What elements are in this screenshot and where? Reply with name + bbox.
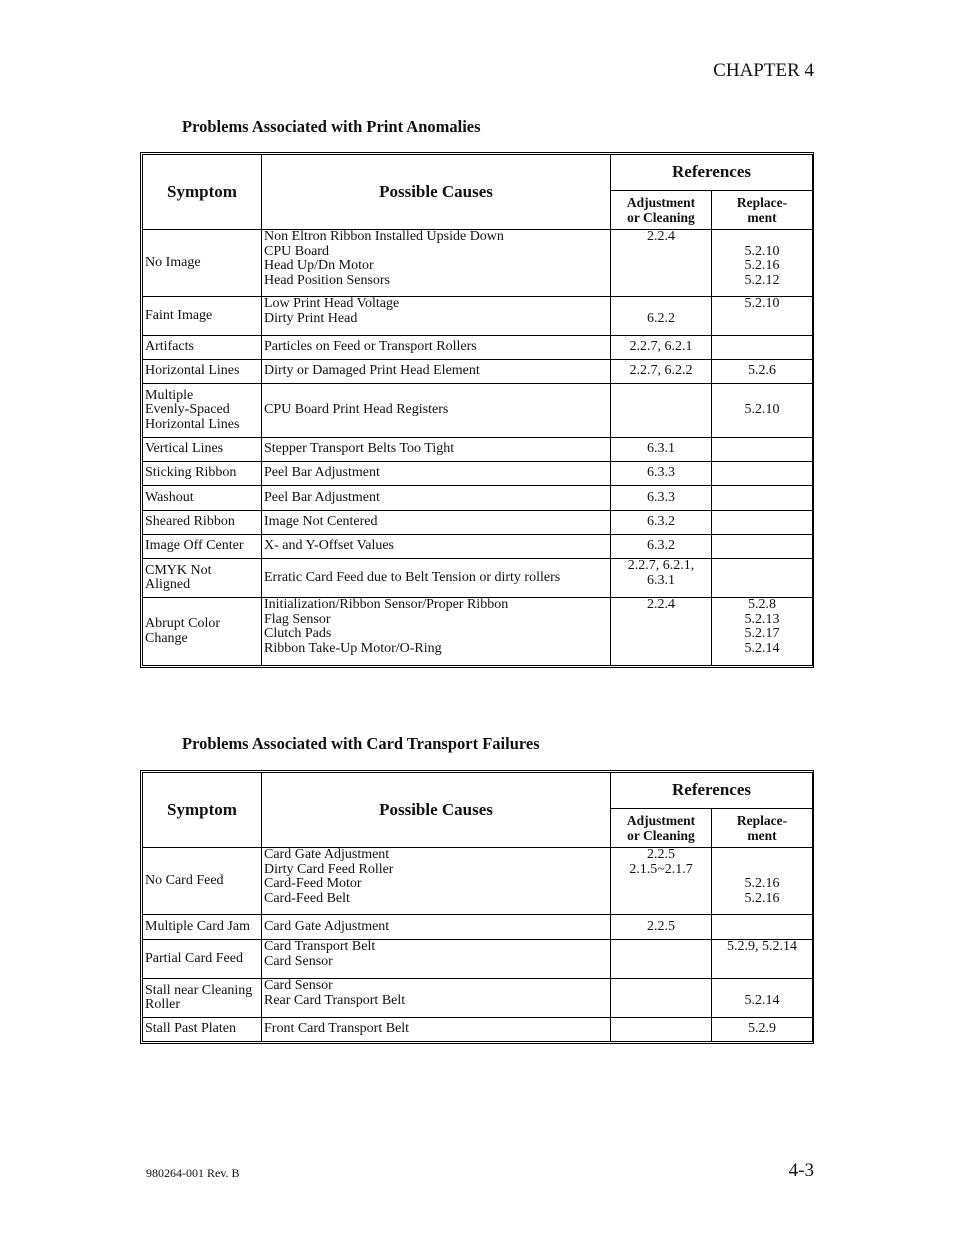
chapter-heading: CHAPTER 4 [713,60,814,81]
causes-cell: Initialization/Ribbon Sensor/Proper Ribbon Flag Sensor Clutch Pads Ribbon Take-Up Motor/O-Ring [262,598,611,666]
symptom-cell: Stall near Cleaning Roller [143,979,262,1018]
replacement-cell [712,915,813,940]
table-row [143,915,813,940]
table-row [143,940,813,979]
symptom-cell: Artifacts [143,336,262,360]
table-row [143,230,813,297]
print-anomalies-table [140,152,814,668]
replacement-cell: 5.2.8 5.2.13 5.2.17 5.2.14 [712,598,813,666]
adjustment-cell: 2.2.7, 6.2.1 [611,336,712,360]
replacement-cell [712,336,813,360]
adjustment-cell: 2.2.7, 6.2.2 [611,360,712,384]
symptom-cell: No Image [143,230,262,297]
table-row [143,559,813,598]
replacement-cell [712,486,813,511]
replacement-cell: 5.2.14 [712,979,813,1018]
adjustment-cell [611,1018,712,1042]
replacement-cell: 5.2.9 [712,1018,813,1042]
replacement-cell: 5.2.10 [712,384,813,438]
adjustment-cell: 2.2.4 [611,230,712,297]
table-row [143,438,813,462]
causes-cell: Erratic Card Feed due to Belt Tension or dirty rollers [262,559,611,598]
adjustment-cell: 2.2.7, 6.2.1, 6.3.1 [611,559,712,598]
replacement-cell [712,559,813,598]
table-row [143,511,813,535]
replacement-cell [712,438,813,462]
adjustment-cell: 6.2.2 [611,297,712,336]
table-row [143,535,813,559]
causes-cell: X- and Y-Offset Values [262,535,611,559]
symptom-header: Symptom [143,773,262,848]
adjustment-cell [611,979,712,1018]
symptom-cell: Washout [143,486,262,511]
symptom-cell: Multiple Evenly-Spaced Horizontal Lines [143,384,262,438]
causes-cell: Low Print Head Voltage Dirty Print Head [262,297,611,336]
symptom-cell: Partial Card Feed [143,940,262,979]
replacement-cell [712,535,813,559]
possible-causes-header: Possible Causes [262,155,611,230]
causes-cell: Image Not Centered [262,511,611,535]
adjustment-cell: 2.2.5 2.1.5~2.1.7 [611,848,712,915]
table-row [143,384,813,438]
table-row [143,336,813,360]
table-row [143,848,813,915]
replacement-header: Replace- ment [712,809,813,848]
replacement-cell [712,511,813,535]
causes-cell: CPU Board Print Head Registers [262,384,611,438]
replacement-cell: 5.2.16 5.2.16 [712,848,813,915]
document-number: 980264-001 Rev. B [146,1166,240,1180]
causes-cell: Card Transport Belt Card Sensor [262,940,611,979]
causes-cell: Peel Bar Adjustment [262,486,611,511]
causes-cell: Card Gate Adjustment [262,915,611,940]
symptom-header: Symptom [143,155,262,230]
replacement-cell: 5.2.6 [712,360,813,384]
symptom-cell: Vertical Lines [143,438,262,462]
adjustment-cell: 6.3.3 [611,462,712,486]
table-row [143,598,813,666]
table-row [143,360,813,384]
causes-cell: Dirty or Damaged Print Head Element [262,360,611,384]
symptom-cell: Sheared Ribbon [143,511,262,535]
causes-cell: Stepper Transport Belts Too Tight [262,438,611,462]
causes-cell: Particles on Feed or Transport Rollers [262,336,611,360]
symptom-cell: Abrupt Color Change [143,598,262,666]
replacement-cell: 5.2.10 5.2.16 5.2.12 [712,230,813,297]
symptom-cell: Image Off Center [143,535,262,559]
table-row [143,486,813,511]
symptom-cell: Faint Image [143,297,262,336]
replacement-cell: 5.2.10 [712,297,813,336]
adjustment-cell [611,940,712,979]
symptom-cell: Multiple Card Jam [143,915,262,940]
causes-cell: Front Card Transport Belt [262,1018,611,1042]
symptom-cell: Stall Past Platen [143,1018,262,1042]
replacement-cell [712,462,813,486]
references-header: References [611,773,813,809]
card-transport-title: Problems Associated with Card Transport Failures [182,734,540,753]
causes-cell: Non Eltron Ribbon Installed Upside Down CPU Board Head Up/Dn Motor Head Position Sensors [262,230,611,297]
adjustment-cell [611,384,712,438]
symptom-cell: Horizontal Lines [143,360,262,384]
adjustment-cell: 2.2.4 [611,598,712,666]
references-header: References [611,155,813,191]
causes-cell: Peel Bar Adjustment [262,462,611,486]
table-row [143,462,813,486]
table-row [143,297,813,336]
page-number: 4-3 [788,1160,814,1181]
adjustment-cell: 6.3.2 [611,511,712,535]
adjustment-cell: 2.2.5 [611,915,712,940]
adjustment-header: Adjustment or Cleaning [611,191,712,230]
adjustment-header: Adjustment or Cleaning [611,809,712,848]
causes-cell: Card Gate Adjustment Dirty Card Feed Roller Card-Feed Motor Card-Feed Belt [262,848,611,915]
adjustment-cell: 6.3.3 [611,486,712,511]
adjustment-cell: 6.3.2 [611,535,712,559]
possible-causes-header: Possible Causes [262,773,611,848]
table-row [143,979,813,1018]
replacement-header: Replace- ment [712,191,813,230]
card-transport-table [140,770,814,1044]
adjustment-cell: 6.3.1 [611,438,712,462]
symptom-cell: CMYK Not Aligned [143,559,262,598]
replacement-cell: 5.2.9, 5.2.14 [712,940,813,979]
causes-cell: Card Sensor Rear Card Transport Belt [262,979,611,1018]
symptom-cell: No Card Feed [143,848,262,915]
table-row [143,1018,813,1042]
print-anomalies-title: Problems Associated with Print Anomalies [182,117,481,136]
symptom-cell: Sticking Ribbon [143,462,262,486]
